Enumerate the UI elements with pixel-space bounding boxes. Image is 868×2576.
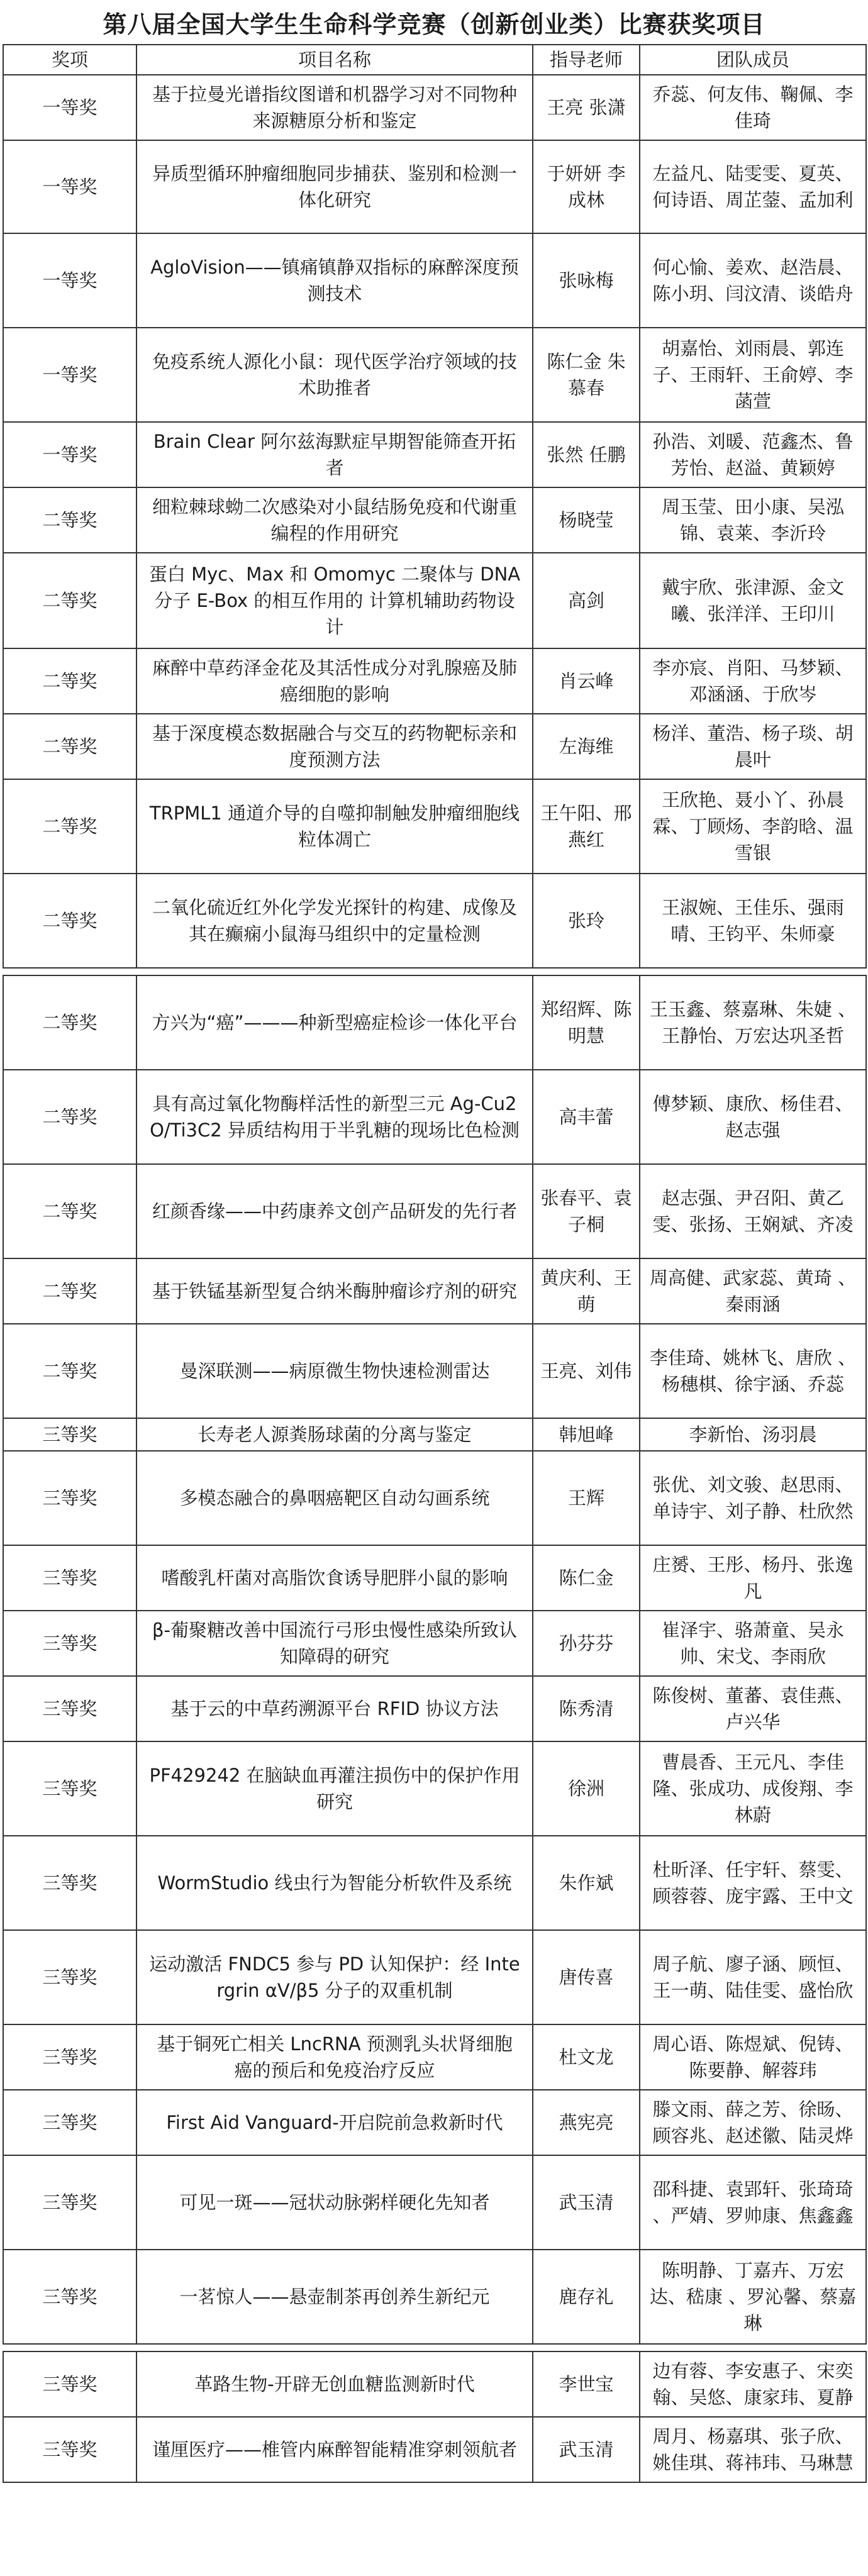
award-cell: 一等奖: [3, 328, 136, 422]
project-name-cell: 可见一斑——冠状动脉粥样硬化先知者: [136, 2155, 533, 2250]
award-cell: 二等奖: [3, 714, 136, 779]
table-row: [3, 1930, 866, 2024]
project-name-cell: β-葡聚糖改善中国流行弓形虫慢性感染所致认知障碍的研究: [136, 1611, 533, 1676]
advisor-cell: 陈仁金: [533, 1545, 640, 1611]
members-cell: 曹晨香、王元凡、李佳隆、张成功、成俊翔、李林蔚: [640, 1741, 866, 1836]
table-row: [3, 140, 866, 233]
members-cell: 王淑婉、王佳乐、强雨晴、王钧平、朱师豪: [640, 874, 866, 968]
award-cell: 一等奖: [3, 233, 136, 328]
award-cell: 三等奖: [3, 2090, 136, 2155]
advisor-cell: 杨晓莹: [533, 487, 640, 553]
table-row: [3, 1324, 866, 1418]
award-cell: 二等奖: [3, 1164, 136, 1258]
header-project: 项目名称: [136, 45, 533, 75]
project-name-cell: 具有高过氧化物酶样活性的新型三元 Ag-Cu2O/Ti3C2 异质结构用于半乳糖的现场比色检测: [136, 1070, 533, 1164]
members-cell: 崔泽宇、骆萧童、吴永帅、宋戈、李雨欣: [640, 1611, 866, 1676]
members-cell: 边有蓉、李安惠子、宋奕翰、吴悠、康家玮、夏静: [640, 2351, 866, 2417]
award-cell: 三等奖: [3, 2250, 136, 2344]
advisor-cell: 肖云峰: [533, 648, 640, 714]
project-name-cell: 革路生物-开辟无创血糖监测新时代: [136, 2351, 533, 2417]
project-name-cell: PF429242 在脑缺血再灌注损伤中的保护作用研究: [136, 1741, 533, 1836]
award-cell: 二等奖: [3, 487, 136, 553]
table-row: [3, 1451, 866, 1545]
award-cell: 三等奖: [3, 1676, 136, 1741]
advisor-cell: 王亮、刘伟: [533, 1324, 640, 1418]
award-table-container: [3, 44, 865, 2483]
award-cell: 一等奖: [3, 422, 136, 487]
members-cell: 陈俊树、董蕃、袁佳燕、卢兴华: [640, 1676, 866, 1741]
members-cell: 戴宇欣、张津源、金文曦、张洋洋、王印川: [640, 553, 866, 648]
advisor-cell: 高丰蕾: [533, 1070, 640, 1164]
advisor-cell: 陈秀清: [533, 1676, 640, 1741]
table-row: [3, 1611, 866, 1676]
advisor-cell: 杜文龙: [533, 2024, 640, 2090]
members-cell: 杜昕泽、任宇轩、蔡雯、顾蓉蓉、庞宇露、王中文: [640, 1836, 866, 1930]
advisor-cell: 鹿存礼: [533, 2250, 640, 2344]
award-cell: 一等奖: [3, 140, 136, 233]
table-row: [3, 1741, 866, 1836]
members-cell: 庄赟、王彤、杨丹、张逸凡: [640, 1545, 866, 1611]
project-name-cell: 一茗惊人——悬壶制茶再创养生新纪元: [136, 2250, 533, 2344]
award-cell: 二等奖: [3, 553, 136, 648]
table-row: [3, 1258, 866, 1324]
award-table: [3, 44, 867, 2483]
award-cell: 二等奖: [3, 975, 136, 1070]
award-cell: 二等奖: [3, 874, 136, 968]
award-cell: 二等奖: [3, 1324, 136, 1418]
table-row: [3, 1676, 866, 1741]
project-name-cell: 基于铜死亡相关 LncRNA 预测乳头状肾细胞癌的预后和免疫治疗反应: [136, 2024, 533, 2090]
members-cell: 周玉莹、田小康、吴泓锦、袁莱、李沂玲: [640, 487, 866, 553]
table-row: [3, 1418, 866, 1451]
advisor-cell: 于妍妍 李成林: [533, 140, 640, 233]
members-cell: 周心语、陈煜斌、倪铸、陈要静、解蓉玮: [640, 2024, 866, 2090]
award-cell: 三等奖: [3, 1741, 136, 1836]
project-name-cell: 基于云的中草药溯源平台 RFID 协议方法: [136, 1676, 533, 1741]
advisor-cell: 张玲: [533, 874, 640, 968]
table-row: [3, 2090, 866, 2155]
project-name-cell: 异质型循环肿瘤细胞同步捕获、鉴别和检测一体化研究: [136, 140, 533, 233]
advisor-cell: 徐洲: [533, 1741, 640, 1836]
table-header-row: [3, 45, 866, 75]
advisor-cell: 张咏梅: [533, 233, 640, 328]
project-name-cell: 方兴为“癌”———种新型癌症检诊一体化平台: [136, 975, 533, 1070]
table-row: [3, 2024, 866, 2090]
members-cell: 李佳琦、姚林飞、唐欣 、杨穗棋、徐宇涵、乔蕊: [640, 1324, 866, 1418]
project-name-cell: 运动激活 FNDC5 参与 PD 认知保护：经 Intergrin αV/β5 分子的双重机制: [136, 1930, 533, 2024]
award-cell: 三等奖: [3, 2351, 136, 2417]
section-gap-cell: [3, 968, 866, 975]
project-name-cell: 二氧化硫近红外化学发光探针的构建、成像及其在癫痫小鼠海马组织中的定量检测: [136, 874, 533, 968]
advisor-cell: 王辉: [533, 1451, 640, 1545]
award-cell: 三等奖: [3, 1611, 136, 1676]
table-row: [3, 1836, 866, 1930]
members-cell: 赵志强、尹召阳、黄乙雯、张扬、王娴斌、齐凌: [640, 1164, 866, 1258]
header-advisor: 指导老师: [533, 45, 640, 75]
table-row: [3, 1070, 866, 1164]
table-row: [3, 975, 866, 1070]
advisor-cell: 李世宝: [533, 2351, 640, 2417]
section-gap: [3, 2344, 866, 2351]
award-cell: 三等奖: [3, 2024, 136, 2090]
table-row: [3, 422, 866, 487]
advisor-cell: 孙芬芬: [533, 1611, 640, 1676]
project-name-cell: 红颜香缘——中药康养文创产品研发的先行者: [136, 1164, 533, 1258]
advisor-cell: 王午阳、邢燕红: [533, 779, 640, 874]
project-name-cell: First Aid Vanguard-开启院前急救新时代: [136, 2090, 533, 2155]
advisor-cell: 唐传喜: [533, 1930, 640, 2024]
project-name-cell: 嗜酸乳杆菌对高脂饮食诱导肥胖小鼠的影响: [136, 1545, 533, 1611]
award-cell: 二等奖: [3, 779, 136, 874]
advisor-cell: 朱作斌: [533, 1836, 640, 1930]
project-name-cell: 多模态融合的鼻咽癌靶区自动勾画系统: [136, 1451, 533, 1545]
advisor-cell: 郑绍辉、陈明慧: [533, 975, 640, 1070]
members-cell: 左益凡、陆雯雯、夏英、何诗语、周芷蓥、孟加利: [640, 140, 866, 233]
project-name-cell: Brain Clear 阿尔兹海默症早期智能筛查开拓者: [136, 422, 533, 487]
advisor-cell: 韩旭峰: [533, 1418, 640, 1451]
award-cell: 二等奖: [3, 648, 136, 714]
members-cell: 周子航、廖子涵、顾恒、王一萌、陆佳雯、盛怡欣: [640, 1930, 866, 2024]
advisor-cell: 左海维: [533, 714, 640, 779]
project-name-cell: 长寿老人源粪肠球菌的分离与鉴定: [136, 1418, 533, 1451]
table-row: [3, 779, 866, 874]
award-cell: 二等奖: [3, 1070, 136, 1164]
advisor-cell: 陈仁金 朱慕春: [533, 328, 640, 422]
members-cell: 李新怡、汤羽晨: [640, 1418, 866, 1451]
members-cell: 陈明静、丁嘉卉、万宏达、嵇康 、罗沁馨、蔡嘉琳: [640, 2250, 866, 2344]
advisor-cell: 张然 任鹏: [533, 422, 640, 487]
project-name-cell: 基于深度模态数据融合与交互的药物靶标亲和度预测方法: [136, 714, 533, 779]
award-cell: 三等奖: [3, 1451, 136, 1545]
project-name-cell: 细粒棘球蚴二次感染对小鼠结肠免疫和代谢重编程的作用研究: [136, 487, 533, 553]
advisor-cell: 武玉清: [533, 2155, 640, 2250]
project-name-cell: TRPML1 通道介导的自噬抑制触发肿瘤细胞线粒体凋亡: [136, 779, 533, 874]
members-cell: 周高健、武家蕊、黄琦 、秦雨涵: [640, 1258, 866, 1324]
table-row: [3, 874, 866, 968]
project-name-cell: WormStudio 线虫行为智能分析软件及系统: [136, 1836, 533, 1930]
project-name-cell: 麻醉中草药泽金花及其活性成分对乳腺癌及肺癌细胞的影响: [136, 648, 533, 714]
advisor-cell: 武玉清: [533, 2417, 640, 2482]
table-row: [3, 553, 866, 648]
table-row: [3, 75, 866, 140]
advisor-cell: 高剑: [533, 553, 640, 648]
table-row: [3, 2417, 866, 2482]
members-cell: 李亦宸、肖阳、马梦颖、邓涵涵、于欣岑: [640, 648, 866, 714]
members-cell: 王玉鑫、蔡嘉琳、朱婕 、王静怡、万宏达巩圣哲: [640, 975, 866, 1070]
members-cell: 胡嘉怡、刘雨晨、郭连子、王雨轩、王俞婷、李菡萱: [640, 328, 866, 422]
advisor-cell: 燕宪亮: [533, 2090, 640, 2155]
members-cell: 张优、刘文骏、赵思雨、单诗宇、刘子静、杜欣然: [640, 1451, 866, 1545]
table-row: [3, 2250, 866, 2344]
table-row: [3, 714, 866, 779]
advisor-cell: 黄庆利、王萌: [533, 1258, 640, 1324]
members-cell: 邵科捷、袁郢轩、张琦琦 、严婧、罗帅康、焦鑫鑫: [640, 2155, 866, 2250]
table-row: [3, 648, 866, 714]
members-cell: 乔蕊、何友伟、鞠佩、李佳琦: [640, 75, 866, 140]
project-name-cell: 免疫系统人源化小鼠：现代医学治疗领域的技术助推者: [136, 328, 533, 422]
table-body: [3, 75, 866, 2482]
table-row: [3, 1545, 866, 1611]
members-cell: 傅梦颖、康欣、杨佳君、赵志强: [640, 1070, 866, 1164]
section-gap: [3, 968, 866, 975]
award-cell: 二等奖: [3, 1258, 136, 1324]
award-cell: 三等奖: [3, 1930, 136, 2024]
project-name-cell: 蛋白 Myc、Max 和 Omomyc 二聚体与 DNA 分子 E-Box 的相互作用的 计算机辅助药物设计: [136, 553, 533, 648]
table-row: [3, 1164, 866, 1258]
project-name-cell: 谨厘医疗——椎管内麻醉智能精准穿刺领航者: [136, 2417, 533, 2482]
table-row: [3, 328, 866, 422]
members-cell: 杨洋、董浩、杨子琰、胡晨叶: [640, 714, 866, 779]
project-name-cell: AgloVision——镇痛镇静双指标的麻醉深度预测技术: [136, 233, 533, 328]
award-cell: 三等奖: [3, 2155, 136, 2250]
advisor-cell: 王亮 张潇: [533, 75, 640, 140]
members-cell: 滕文雨、薛之芳、徐旸、顾容兆、赵述徽、陆灵烨: [640, 2090, 866, 2155]
project-name-cell: 基于拉曼光谱指纹图谱和机器学习对不同物种来源糖原分析和鉴定: [136, 75, 533, 140]
table-row: [3, 233, 866, 328]
members-cell: 何心愉、姜欢、赵浩晨、陈小玥、闫汶清、谈皓舟: [640, 233, 866, 328]
table-row: [3, 487, 866, 553]
header-members: 团队成员: [640, 45, 866, 75]
members-cell: 周月、杨嘉琪、张子欣、姚佳琪、蒋祎玮、马琳慧: [640, 2417, 866, 2482]
members-cell: 王欣艳、聂小丫、孙晨霖、丁顾炀、李韵晗、温雪银: [640, 779, 866, 874]
award-cell: 三等奖: [3, 2417, 136, 2482]
project-name-cell: 曼深联测——病原微生物快速检测雷达: [136, 1324, 533, 1418]
advisor-cell: 张春平、袁子桐: [533, 1164, 640, 1258]
award-cell: 三等奖: [3, 1418, 136, 1451]
award-cell: 三等奖: [3, 1836, 136, 1930]
section-gap-cell: [3, 2344, 866, 2351]
table-row: [3, 2351, 866, 2417]
project-name-cell: 基于铁锰基新型复合纳米酶肿瘤诊疗剂的研究: [136, 1258, 533, 1324]
award-cell: 三等奖: [3, 1545, 136, 1611]
header-award: 奖项: [3, 45, 136, 75]
members-cell: 孙浩、刘暖、范鑫杰、鲁芳怡、赵溢、黄颖婷: [640, 422, 866, 487]
award-cell: 一等奖: [3, 75, 136, 140]
page-title: 第八届全国大学生生命科学竞赛（创新创业类）比赛获奖项目: [103, 9, 765, 38]
table-row: [3, 2155, 866, 2250]
